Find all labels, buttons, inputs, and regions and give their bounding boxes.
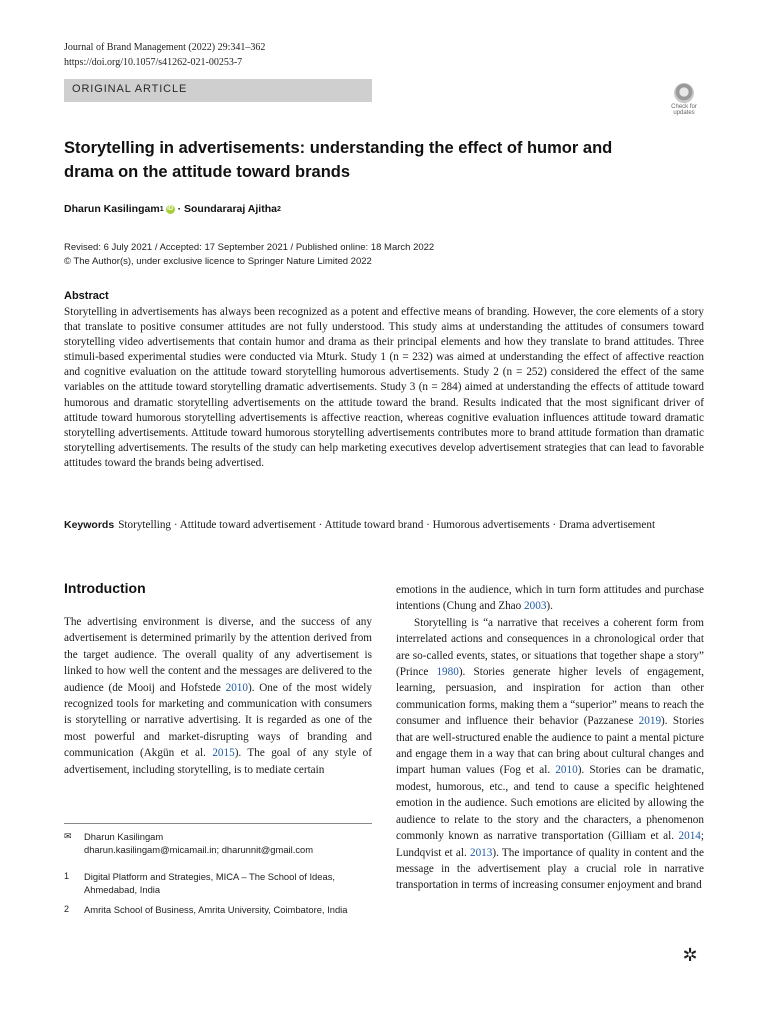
- history-dates: Revised: 6 July 2021 / Accepted: 17 September 2021 / Published online: 18 March 2022: [64, 242, 435, 253]
- article-type-label: ORIGINAL ARTICLE: [72, 83, 188, 95]
- citation-link[interactable]: 1980: [436, 666, 459, 679]
- citation-link[interactable]: 2003: [524, 600, 547, 613]
- article-title: Storytelling in advertisements: understanding the effect of humor and drama on the attitude toward brands: [64, 139, 613, 181]
- affiliation-marker: 1: [159, 205, 164, 213]
- citation-link[interactable]: 2015: [212, 747, 235, 760]
- affiliation-number: 1: [64, 871, 70, 881]
- paragraph: The advertising environment is diverse, and the success of any advertisement is determined primarily by the attention derived from the target audience. The overall quality of any advertisement is linked to how well the content and the messages are delivered to the audience (de Mooij and Hofstede 2010). One of the most widely recognized tools for marketing and communication with consumers is storytelling or narrative advertising. It is regarded as one of the most powerful and market-disrupting ways of branding and communication (Akgün et al. 2015). The goal of any style of advertisement, including storytelling, is to mediate certain: [64, 616, 372, 776]
- journal-citation: [64, 40, 265, 70]
- corresponding-author: [64, 830, 372, 856]
- journal-line: Journal of Brand Management (2022) 29:341–362: [64, 42, 266, 53]
- author-name[interactable]: Soundararaj Ajitha: [184, 203, 277, 215]
- keywords-block: [64, 518, 704, 534]
- section-heading-introduction: Introduction: [64, 580, 146, 596]
- citation-link[interactable]: 2010: [225, 681, 248, 694]
- affiliation-text: Amrita School of Business, Amrita University, Coimbatore, India: [84, 904, 348, 915]
- left-column: [64, 614, 372, 778]
- citation-link[interactable]: 2010: [555, 764, 578, 777]
- affiliation-1: [64, 870, 372, 896]
- contact-name: Dharun Kasilingam: [84, 831, 164, 842]
- author-list: [64, 203, 281, 215]
- check-updates-label: Check for updates: [671, 104, 697, 116]
- right-column: [396, 582, 704, 894]
- abstract-text: Storytelling in advertisements has always been recognized as a potent and effective means of branding. However, the core elements of a story that translate to positive consumer attitudes are not fully understood. This study aims at understanding the attitudes of consumers toward storytelling video advertisements that contain humor and drama as their principal elements and how they translate to brand attitudes. Three stimuli-based experimental studies were conducted via Mturk. Study 1 (n = 232) was aimed at understanding the effect of affective reaction and cognitive evaluation on the attitude toward storytelling humorous advertisements. Study 2 (n = 252) considered the effect of the same variables on the attitude toward storytelling dramatic advertisements. Study 3 (n = 284) aimed at understanding the effects of attitude toward humorous and dramatic storytelling advertisements on the attitude toward the brand. Results indicated that the most significant driver of attitude toward humorous storytelling advertisements is affective reaction, whereas cognitive evaluation influences attitude toward dramatic storytelling advertisements. Attitude toward humorous storytelling advertisements contributes more to brand attitude formation than dramatic storytelling advertisements. The results of the study can help marketing executives develop advertisement strategies that can lead to favorable attitudes toward the brands being advertised.: [64, 306, 704, 469]
- publication-dates: [64, 241, 434, 269]
- paragraph: Storytelling is “a narrative that receives a coherent form from interrelated actions and consequences in a chronological order that are so-called events, states, or situations that together shape a story” (Prince 1980). Stories generate higher levels of engagement, learning, persuasion, and inspiration for action than other communication forms, making them a “superior” means to reach the consumer and influence their behavior (Pazzanese 2019). Stories that are well-structured enable the audience to paint a mental picture and engage them in a way that can bring about cultural changes and impart human values (Fog et al. 2010). Stories can be dramatic, modest, humorous, etc., and tend to cause a specific heightened emotion in the audience. Such emotions are elicited by allowing the audience to relate to the story and the characters, a phenomenon commonly known as narrative transportation (Gilliam et al. 2014; Lundqvist et al. 2013). The importance of quality in content and the message in the advertisement play a crucial role in narrative transportation in terms of increasing consumer enjoyment and brand: [396, 616, 704, 892]
- doi-link[interactable]: https://doi.org/10.1057/s41262-021-00253-7: [64, 57, 243, 68]
- check-for-updates-button[interactable]: [664, 83, 704, 123]
- affiliation-number: 2: [64, 904, 70, 914]
- check-updates-icon: [674, 83, 694, 103]
- copyright-line: © The Author(s), under exclusive licence to Springer Nature Limited 2022: [64, 256, 372, 267]
- paragraph: emotions in the audience, which in turn form attitudes and purchase intentions (Chung and Zhao 2003).: [396, 584, 704, 613]
- author-name[interactable]: Dharun Kasilingam: [64, 203, 160, 215]
- keywords-text: Storytelling · Attitude toward advertisement · Attitude toward brand · Humorous advertisements · Drama advertisement: [118, 519, 656, 531]
- affiliation-2: [64, 903, 372, 916]
- author-separator: ·: [177, 203, 185, 215]
- abstract-heading: Abstract: [64, 290, 109, 302]
- springer-logo-icon: ✲: [682, 945, 698, 965]
- footnote-divider: [64, 823, 372, 824]
- envelope-icon: ✉: [64, 831, 72, 841]
- article-type-banner: [64, 79, 372, 102]
- keywords-label: Keywords: [64, 519, 115, 531]
- affiliation-marker: 2: [276, 205, 281, 213]
- citation-link[interactable]: 2013: [469, 846, 493, 859]
- affiliation-text: Digital Platform and Strategies, MICA – The School of Ideas, Ahmedabad, India: [84, 871, 335, 895]
- orcid-icon[interactable]: iD: [167, 205, 174, 212]
- citation-link[interactable]: 2019: [638, 715, 662, 728]
- contact-email[interactable]: dharun.kasilingam@micamail.in; dharunnit@gmail.com: [84, 844, 314, 855]
- citation-link[interactable]: 2014: [678, 830, 701, 843]
